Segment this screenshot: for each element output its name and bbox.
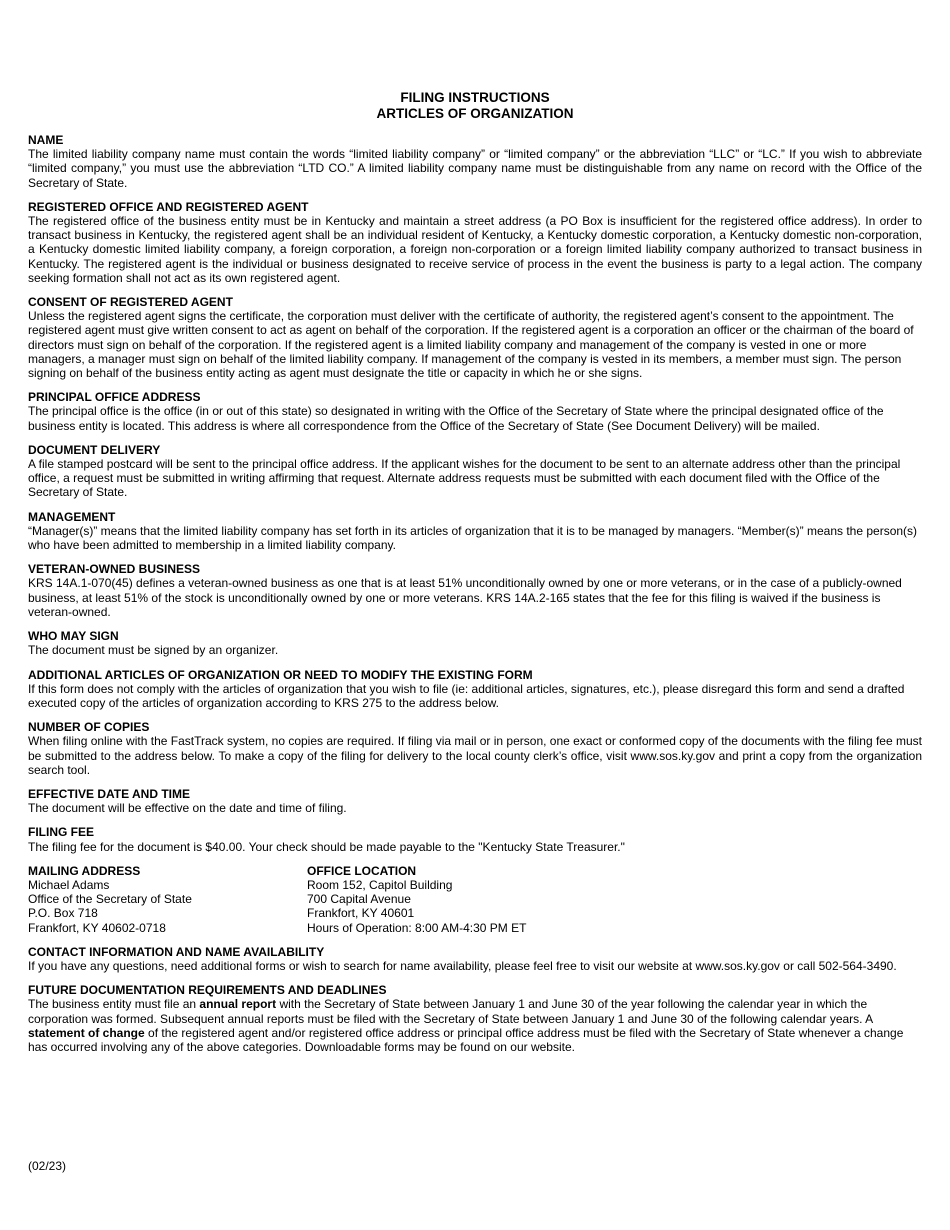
- section-contact-information: [28, 945, 922, 973]
- mailing-address-heading: MAILING ADDRESS: [28, 863, 141, 878]
- section-heading: NUMBER OF COPIES: [28, 720, 150, 735]
- section-management: [28, 510, 922, 553]
- section-heading: DOCUMENT DELIVERY: [28, 442, 161, 457]
- section-heading: REGISTERED OFFICE AND REGISTERED AGENT: [28, 199, 309, 214]
- section-text: “Manager(s)” means that the limited liability company has set forth in its articles of organization that it is to be managed by managers. “Member(s)” means the person(s) who have been admitted to membership in a limited liability company.: [28, 523, 918, 553]
- mailing-address-line: Michael Adams: [28, 877, 110, 892]
- section-document-delivery: [28, 443, 922, 500]
- section-who-may-sign: [28, 629, 922, 657]
- text-run: The business entity must file an: [28, 997, 200, 1012]
- section-text: A file stamped postcard will be sent to the principal office address. If the applicant wishes for the document to be sent to an alternate address other than the principal office, a request must be submitted in writing affirming that request. Alternate address requests must be submitted with each document filed with the Office of the Secretary of State.: [28, 457, 901, 500]
- section-text: The document must be signed by an organizer.: [28, 643, 279, 658]
- section-text: The limited liability company name must contain the words “limited liability company” or “limited company” or the abbreviation “LLC” or “LC.” If you wish to abbreviate “limited company,” you must use the abbreviation “LTD CO.” A limited liability company name must be distinguishable from any name on record with the Office of the Secretary of State.: [28, 147, 922, 190]
- section-consent-of-agent: [28, 295, 922, 380]
- section-heading: EFFECTIVE DATE AND TIME: [28, 786, 190, 801]
- statement-of-change-term: statement of change: [28, 1025, 145, 1040]
- section-text: Unless the registered agent signs the certificate, the corporation must deliver with the certificate of authority, the registered agent’s consent to the appointment. The registered agent must give written consent to act as agent on behalf of the corporation. If the registered agent is a corporation an officer or the chairman of the board of directors must sign on behalf of the corporation. If the registered agent is a limited liability company and management of the company is vested in one or more managers, a manager must sign on behalf of the limited liability company. If management of the company is vested in its members, a member must sign. The person signing on behalf of the business entity acting as agent must designate the title or capacity in which he or she signs.: [28, 309, 914, 381]
- office-location: [307, 864, 707, 935]
- section-heading: FUTURE DOCUMENTATION REQUIREMENTS AND DEADLINES: [28, 983, 387, 998]
- section-heading: CONSENT OF REGISTERED AGENT: [28, 295, 233, 310]
- section-name: [28, 133, 922, 190]
- document-page: [28, 90, 922, 1064]
- section-heading: FILING FEE: [28, 825, 94, 840]
- section-filing-fee: [28, 825, 922, 853]
- office-location-heading: OFFICE LOCATION: [307, 863, 417, 878]
- section-heading: VETERAN-OWNED BUSINESS: [28, 562, 201, 577]
- section-text: When filing online with the FastTrack system, no copies are required. If filing via mail or in person, one exact or conformed copy of the documents with the filing fee must be submitted to the address below. To make a copy of the filing for delivery to the local county clerk’s office, visit www.sos.ky.gov and print a copy from the organization search tool.: [28, 734, 922, 777]
- revision-date: (02/23): [28, 1159, 67, 1173]
- title-line-1: FILING INSTRUCTIONS: [400, 90, 550, 105]
- office-location-line: Room 152, Capitol Building: [307, 877, 453, 892]
- section-text: KRS 14A.1-070(45) defines a veteran-owned business as one that is at least 51% unconditionally owned by one or more veterans, or in the case of a publicly-owned business, at least 51% of the stock is unconditionally owned by one or more veterans. KRS 14A.2-165 states that the fee for this filing is waived if the business is veteran-owned.: [28, 576, 902, 619]
- section-principal-office: [28, 390, 922, 433]
- section-heading: ADDITIONAL ARTICLES OF ORGANIZATION OR NEED TO MODIFY THE EXISTING FORM: [28, 667, 533, 682]
- text-run: with the Secretary of State between January 1 and June 30 of the year following the calendar year in which the corporation was formed. Subsequent annual reports must be filed with the Secretary of State between January 1 and June 30 of the following calendar years. A: [28, 997, 873, 1026]
- section-text: If this form does not comply with the articles of organization that you wish to file (ie: additional articles, signatures, etc.), please disregard this form and send a drafted executed copy of the articles of organization according to KRS 275 to the address below.: [28, 681, 905, 710]
- section-text: The document will be effective on the date and time of filing.: [28, 801, 347, 816]
- section-text: The filing fee for the document is $40.00. Your check should be made payable to the "Kentucky State Treasurer.": [28, 839, 625, 854]
- address-block: [28, 864, 922, 935]
- annual-report-term: annual report: [199, 997, 277, 1012]
- section-text: [28, 997, 922, 1054]
- text-run: of the registered agent and/or registered office address or principal office address must be filed with the Secretary of State whenever a change has occurred involving any of the above categories. Downloadable forms may be found on our website.: [28, 1025, 904, 1054]
- office-location-line: 700 Capital Avenue: [307, 892, 411, 907]
- section-additional-articles: [28, 668, 922, 711]
- section-heading: MANAGEMENT: [28, 509, 116, 524]
- mailing-address-line: Office of the Secretary of State: [28, 892, 192, 907]
- mailing-address-line: P.O. Box 718: [28, 906, 98, 921]
- section-heading: PRINCIPAL OFFICE ADDRESS: [28, 390, 201, 405]
- title-line-2: ARTICLES OF ORGANIZATION: [376, 106, 574, 121]
- section-text: The registered office of the business entity must be in Kentucky and maintain a street address (a PO Box is insufficient for the registered office address). In order to transact business in Kentucky, the registered agent shall be an individual resident of Kentucky, a Kentucky domestic corporation, a Kentucky domestic non-corporation, a Kentucky domestic limited liability company, a foreign corporation, a foreign non-corporation or a foreign limited liability company authorized to transact business in Kentucky. The registered agent is the individual or business designated to receive service of process in the event the business is party to a legal action. The company seeking formation shall not act as its own registered agent.: [28, 214, 922, 285]
- section-number-of-copies: [28, 720, 922, 777]
- section-effective-date: [28, 787, 922, 815]
- mailing-address: [28, 864, 307, 935]
- document-title: [28, 90, 922, 122]
- section-registered-office: [28, 200, 922, 285]
- section-heading: CONTACT INFORMATION AND NAME AVAILABILITY: [28, 944, 325, 959]
- section-future-requirements: [28, 983, 922, 1054]
- section-text: The principal office is the office (in or out of this state) so designated in writing with the Office of the Secretary of State where the principal designated office of the business entity is located. This address is where all correspondence from the Office of the Secretary of State (See Document Delivery) will be mailed.: [28, 404, 884, 433]
- mailing-address-line: Frankfort, KY 40602-0718: [28, 920, 166, 935]
- office-location-line: Hours of Operation: 8:00 AM-4:30 PM ET: [307, 920, 527, 935]
- section-heading: NAME: [28, 133, 64, 147]
- office-location-line: Frankfort, KY 40601: [307, 906, 415, 921]
- section-text: If you have any questions, need additional forms or wish to search for name availability, please feel free to visit our website at www.sos.ky.gov or call 502-564-3490.: [28, 958, 897, 973]
- section-veteran-owned: [28, 562, 922, 619]
- section-heading: WHO MAY SIGN: [28, 629, 119, 644]
